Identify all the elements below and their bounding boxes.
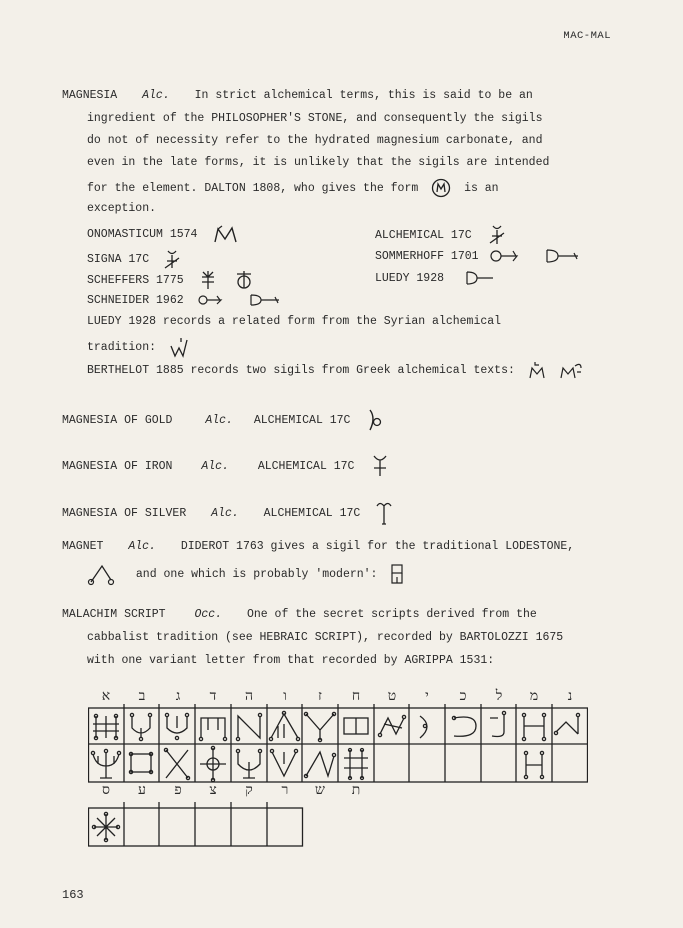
magnet-first-line (62, 540, 574, 553)
d-arrow-sigil-icon (247, 293, 281, 307)
berthelot-line (87, 360, 583, 380)
magnesia-first-line (62, 89, 533, 102)
modern-magnet-sigil-icon (390, 563, 404, 585)
circle-arrow-sigil-icon (489, 248, 523, 264)
entry-tag: Alc. (211, 507, 239, 521)
syrian-line (87, 336, 189, 358)
source-onomasticum (87, 224, 240, 244)
entry-term: MAGNESIA OF IRON (62, 460, 173, 474)
entry-term: MAGNESIA (62, 89, 118, 102)
source-label: ALCHEMICAL 17C (257, 460, 355, 474)
entry-text: exception. (87, 202, 157, 215)
hebrew-letter: ע (138, 782, 146, 798)
magnet-second-line (87, 562, 404, 586)
hebrew-letter: א (101, 688, 111, 704)
d-arrow-sigil-icon (463, 270, 495, 286)
hebrew-letter: ט (387, 688, 397, 704)
entry-text: ingredient of the PHILOSOPHER'S STONE, and consequently the sigils (87, 112, 543, 125)
hebrew-letter: מ (529, 688, 539, 704)
entry-text: for the element. DALTON 1808, who gives the form (87, 182, 419, 196)
entry-text-with-sigil (87, 178, 499, 198)
source-signa (87, 248, 182, 270)
circle-arrow-sigil-icon (197, 293, 227, 307)
hebrew-letter: ר (281, 782, 289, 798)
page-number: 163 (62, 888, 84, 902)
hebrew-letter: נ (567, 688, 573, 704)
entry-text: and one which is probably 'modern': (135, 568, 378, 582)
hebrew-letter: צ (209, 782, 217, 798)
hebrew-letter: ה (244, 688, 254, 704)
hebrew-letter: פ (174, 782, 182, 798)
entry-text: even in the late forms, it is unlikely that the sigils are intended (87, 156, 550, 169)
source-label: ALCHEMICAL 17C (375, 229, 472, 243)
entry-text: with one variant letter from that recorded by AGRIPPA 1531: (87, 654, 495, 667)
source-alchemical (375, 224, 507, 246)
source-luedy (375, 270, 495, 286)
hebrew-letter: ב (138, 688, 146, 704)
entry-text: One of the secret scripts derived from the (246, 608, 537, 621)
entry-tag: Alc. (205, 414, 233, 428)
gold-magnesia-sigil-icon (365, 408, 383, 432)
hebrew-letter: ח (351, 688, 361, 704)
hebrew-letter: ז (318, 688, 322, 704)
malachim-table-lower (88, 802, 308, 848)
hebrew-letter: ג (175, 688, 181, 704)
hebrew-letter: ל (495, 688, 503, 704)
entry-text: LUEDY 1928 records a related form from the Syrian alchemical (87, 315, 502, 328)
hebrew-letter: י (425, 688, 429, 704)
syrian-sigil-icon (169, 336, 189, 358)
silver-magnesia-sigil-icon (375, 500, 393, 526)
lodestone-sigil-icon (87, 562, 117, 586)
entry-text: BERTHELOT 1885 records two sigils from Greek alchemical texts: (87, 364, 515, 378)
magnesia-sigil-icon (487, 224, 507, 246)
source-sommerhoff (375, 248, 580, 264)
hebrew-letter: כ (459, 688, 467, 704)
iron-magnesia-sigil-icon (371, 454, 389, 478)
entry-term: MAGNET (62, 540, 104, 553)
source-scheffers (87, 270, 253, 290)
entry-text: tradition: (87, 341, 157, 355)
hebrew-letter: ד (209, 688, 217, 704)
cross-star-sigil-icon (199, 270, 217, 290)
running-head: MAC-MAL (563, 30, 611, 42)
greek-sigil-icon (528, 360, 548, 380)
hebrew-letter: ת (351, 782, 361, 798)
circle-cross-sigil-icon (235, 270, 253, 290)
source-label: SIGNA 17C (87, 253, 150, 267)
source-label: SCHEFFERS 1775 (87, 274, 184, 288)
source-label: SOMMERHOFF 1701 (375, 250, 479, 264)
malachim-table-upper (88, 704, 588, 784)
magnesia-silver-entry (62, 500, 393, 526)
hebrew-letter: ק (245, 782, 253, 798)
source-schneider (87, 293, 281, 307)
m-sigil-icon (212, 224, 240, 244)
entry-text: cabbalist tradition (see HEBRAIC SCRIPT), recorded by BARTOLOZZI 1675 (87, 631, 564, 644)
source-label: ONOMASTICUM 1574 (87, 228, 198, 242)
greek-sigil-icon (559, 360, 583, 380)
entry-text: DIDEROT 1763 gives a sigil for the traditional LODESTONE, (180, 540, 575, 553)
entry-tag: Occ. (194, 608, 223, 621)
entry-tag: Alc. (201, 460, 229, 474)
circled-m-sigil-icon (431, 178, 451, 198)
source-label: ALCHEMICAL 17C (263, 507, 361, 521)
magnesia-sigil-icon (162, 248, 182, 270)
entry-text: do not of necessity refer to the hydrated magnesium carbonate, and (87, 134, 543, 147)
entry-tag: Alc. (142, 89, 170, 102)
entry-term: MAGNESIA OF GOLD (62, 414, 173, 428)
malachim-first-line (62, 608, 537, 621)
source-label: SCHNEIDER 1962 (87, 294, 184, 308)
hebrew-letter: ש (315, 782, 325, 798)
hebrew-letter: ס (102, 782, 110, 798)
source-label: LUEDY 1928 (375, 272, 445, 286)
entry-text: In strict alchemical terms, this is said to be an (194, 89, 533, 102)
magnesia-iron-entry (62, 454, 389, 478)
d-arrow-sigil-icon (542, 248, 580, 264)
entry-term: MAGNESIA OF SILVER (62, 507, 187, 521)
entry-tag: Alc. (128, 540, 156, 553)
entry-text: is an (464, 182, 499, 196)
entry-term: MALACHIM SCRIPT (62, 608, 166, 621)
source-label: ALCHEMICAL 17C (253, 414, 351, 428)
hebrew-letters-row-2 (88, 782, 388, 800)
hebrew-letter: ו (283, 688, 287, 704)
magnesia-gold-entry (62, 408, 383, 432)
